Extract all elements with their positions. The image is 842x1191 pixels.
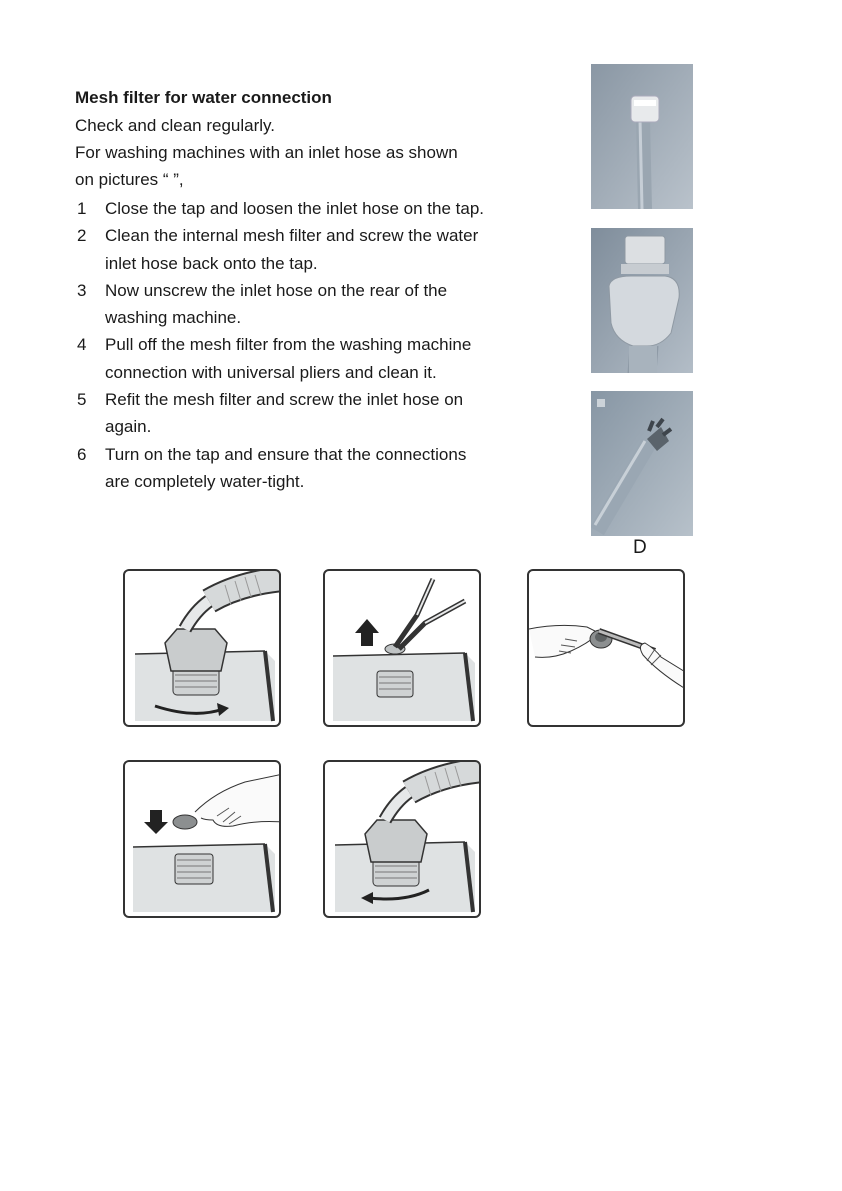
step-number: 1: [77, 199, 87, 218]
step-number: 6: [77, 444, 87, 464]
step-number: 3: [77, 280, 87, 300]
unscrew-hose-illustration: [123, 569, 281, 727]
step-text: Turn on the tap and ensure that the connections are completely water-tight.: [105, 444, 467, 491]
hose-photo-2: [591, 228, 693, 373]
brush-clean-filter-illustration: [527, 569, 685, 727]
insert-filter-illustration: [123, 760, 281, 918]
step-text: Now unscrew the inlet hose on the rear of the washing machine.: [105, 280, 448, 328]
step-item: [75, 441, 485, 496]
intro-line-1: Check and clean regularly.: [75, 116, 276, 135]
step-number: 2: [77, 226, 87, 246]
step-item: [75, 277, 485, 332]
step-item: [75, 386, 485, 441]
step-text: Pull off the mesh filter from the washing machine connection with universal pliers and clean it.: [105, 335, 472, 382]
step-item: [75, 195, 485, 222]
step-number: 5: [77, 390, 87, 410]
pliers-remove-filter-illustration: [323, 569, 481, 727]
figure-label: D: [633, 537, 647, 558]
intro-line-3: on pictures “ ”,: [75, 170, 184, 189]
steps-list: [75, 195, 485, 495]
step-text: Close the tap and loosen the inlet hose on the tap.: [105, 199, 484, 218]
section-title: Mesh filter for water connection: [75, 88, 332, 107]
hose-photo-1: [591, 64, 693, 209]
step-text: Refit the mesh filter and screw the inlet hose on again.: [105, 390, 464, 437]
hose-photo-3: [591, 391, 693, 536]
screw-hose-illustration: [323, 760, 481, 918]
intro-line-2: For washing machines with an inlet hose as shown: [75, 143, 458, 162]
step-item: [75, 222, 485, 277]
step-item: [75, 331, 485, 386]
step-number: 4: [77, 335, 87, 355]
step-text: Clean the internal mesh filter and screw the water inlet hose back onto the tap.: [105, 226, 479, 273]
